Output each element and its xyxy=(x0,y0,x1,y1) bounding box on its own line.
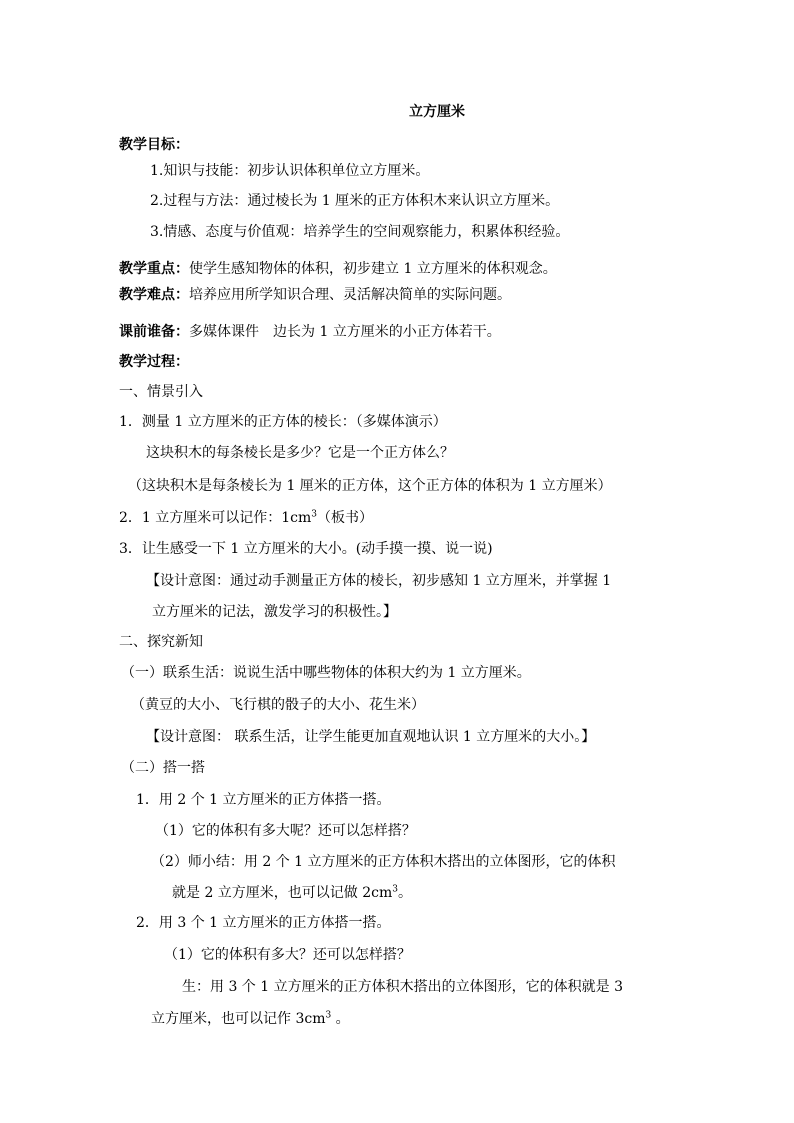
key-point-label: 教学重点： xyxy=(119,261,189,277)
sub-section: （一）联系生活：说说生活中哪些物体的体积大约为 1 立方厘米。 xyxy=(121,665,531,681)
difficulty-line xyxy=(119,286,511,304)
goal-item: 1.知识与技能：初步认识体积单位立方厘米。 xyxy=(150,163,430,179)
notation-suffix: （板书） xyxy=(317,510,374,526)
section-heading: 一、情景引入 xyxy=(119,384,203,400)
prep-label: 课前谁备： xyxy=(119,324,189,340)
answer-text: 生：用 3 个 1 立方厘米的正方体积木搭出的立体图形，它的体积就是 3 xyxy=(182,979,623,995)
summary-suffix: 。 xyxy=(398,885,413,901)
list-item: 2．用 3 个 1 立方厘米的正方体搭一搭。 xyxy=(136,915,391,931)
design-intent: 立方厘米的记法，激发学习的积极性。】 xyxy=(152,604,397,620)
list-item: 1．用 2 个 1 立方厘米的正方体搭一搭。 xyxy=(136,792,391,808)
list-item: 1．测量 1 立方厘米的正方体的棱长：（多媒体演示） xyxy=(119,414,447,430)
list-item: 3．让生感受一下 1 立方厘米的大小。(动手摸一摸、说一说) xyxy=(119,541,493,557)
goal-item: 2.过程与方法：通过棱长为 1 厘米的正方体积木来认识立方厘米。 xyxy=(150,193,560,209)
superscript: 3 xyxy=(392,884,399,895)
prep-text: 多媒体课件 边长为 1 立方厘米的小正方体若干。 xyxy=(189,324,501,340)
question-text: （1）它的体积有多大呢？还可以怎样搭？ xyxy=(155,823,416,839)
prep-line xyxy=(119,323,501,341)
summary-line: 就是 2 立方厘米，也可以记做 2cm xyxy=(172,885,393,901)
summary-text: （2）师小结：用 2 个 1 立方厘米的正方体积木搭出的立体图形，它的体积 xyxy=(151,854,616,870)
superscript: 3 xyxy=(311,509,318,520)
answer-suffix: 。 xyxy=(331,1011,350,1027)
list-item xyxy=(119,509,373,527)
answer-text xyxy=(151,1010,350,1028)
goals-heading: 教学目标： xyxy=(119,137,189,153)
page-title: 立方厘米 xyxy=(409,104,465,120)
sub-section: （二）搭一搭 xyxy=(121,760,205,776)
design-intent: 【设计意图： 联系生活，让学生能更加直观地认识 1 立方厘米的大小。】 xyxy=(146,729,596,745)
superscript: 3 xyxy=(325,1010,332,1021)
examples-text: （黄豆的大小、飞行棋的骰子的大小、花生米） xyxy=(131,697,425,713)
question-text: （1）它的体积有多大？还可以怎样搭？ xyxy=(164,947,411,963)
key-point-line xyxy=(119,260,557,278)
process-heading: 教学过程： xyxy=(119,354,189,370)
answer-text: （这块积木是每条棱长为 1 厘米的正方体，这个正方体的体积为 1 立方厘米） xyxy=(128,478,612,494)
key-point-text: 使学生感知物体的体积，初步建立 1 立方厘米的体积观念。 xyxy=(189,261,557,277)
section-heading: 二、探究新知 xyxy=(119,634,203,650)
answer-line: 立方厘米，也可以记作 3cm xyxy=(151,1011,326,1027)
difficulty-label: 教学难点： xyxy=(119,287,189,303)
question-text: 这块积木的每条棱长是多少？它是一个正方体么？ xyxy=(146,445,454,461)
design-intent: 【设计意图：通过动手测量正方体的棱长，初步感知 1 立方厘米，并掌握 1 xyxy=(146,573,612,589)
difficulty-text: 培养应用所学知识合理、灵活解决简单的实际问题。 xyxy=(189,287,511,303)
summary-text xyxy=(172,884,412,902)
goal-item: 3.情感、态度与价值观：培养学生的空间观察能力，积累体积经验。 xyxy=(150,224,570,240)
notation-text: 2．1 立方厘米可以记作：1cm xyxy=(119,510,312,526)
